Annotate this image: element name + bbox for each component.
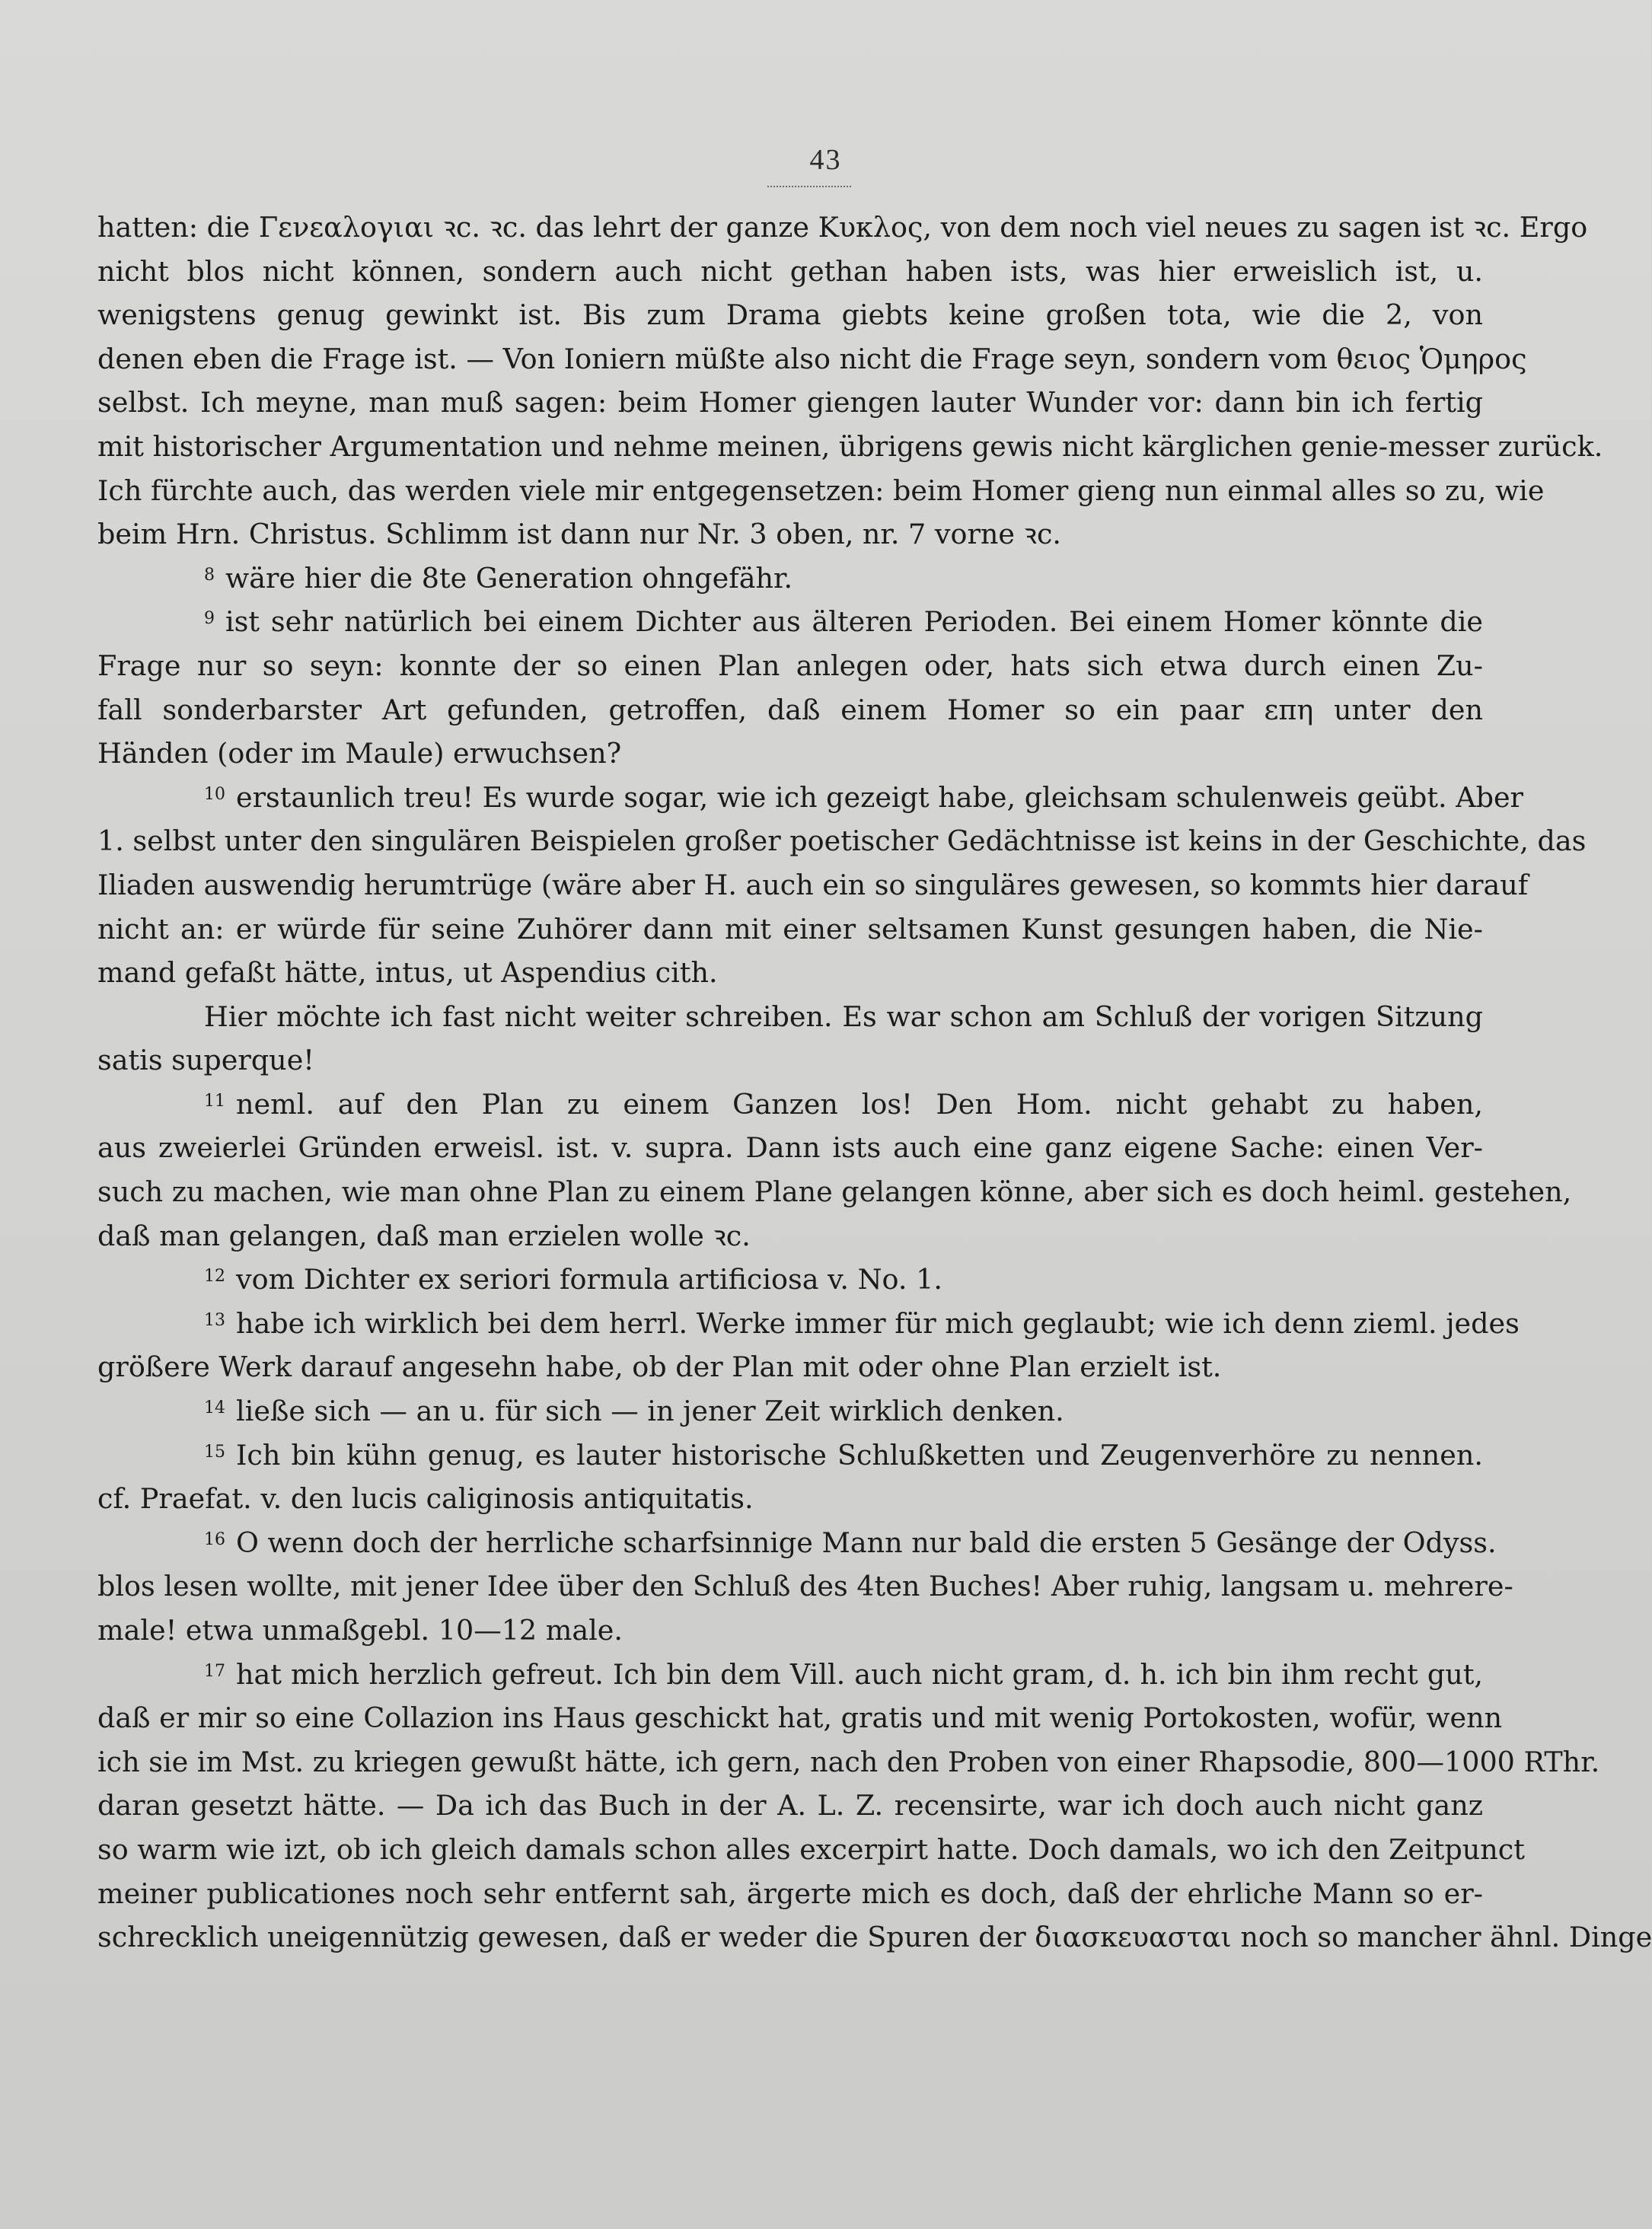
line-text: hat mich herzlich gefreut. Ich bin dem Vill. auch nicht gram, d. h. ich bin ihm recht gut, xyxy=(236,1657,1483,1691)
text-line xyxy=(97,600,1483,644)
text-line xyxy=(97,337,1527,381)
line-text: male! etwa unmaßgebl. 10—12 male. xyxy=(97,1614,623,1647)
text-line xyxy=(97,1609,1483,1653)
line-text: meiner publicationes noch sehr entfernt sah, ärgerte mich es doch, daß der ehrliche Mann so er- xyxy=(97,1877,1483,1910)
page-number-flourish xyxy=(767,186,851,190)
line-text: denen eben die Frage ist. — Von Ioniern müßte also nicht die Frage seyn, sondern vom θειος Ὁμηρος xyxy=(97,342,1527,375)
text-line xyxy=(97,469,1545,513)
line-text: 1. selbst unter den singulären Beispielen großer poetischer Gedächtnisse ist keins in der Geschichte, das xyxy=(97,824,1587,858)
line-text: wäre hier die 8te Generation ohngefähr. xyxy=(225,561,793,595)
text-line xyxy=(97,1433,1483,1478)
text-line xyxy=(97,863,1529,907)
text-line xyxy=(97,556,1483,601)
line-text: erstaunlich treu! Es wurde sogar, wie ich gezeigt habe, gleichsam schulenweis geübt. Aber xyxy=(236,780,1523,814)
text-line xyxy=(97,1038,1483,1083)
text-line xyxy=(97,1740,1600,1784)
footnote-number: 11 xyxy=(204,1091,225,1111)
line-text: habe ich wirklich bei dem herrl. Werke immer für mich geglaubt; wie ich denn zieml. jedes xyxy=(236,1306,1520,1340)
line-text: daß man gelangen, daß man erzielen wolle ꝛc. xyxy=(97,1219,751,1252)
text-line xyxy=(97,381,1483,425)
line-text: so warm wie izt, ob ich gleich damals schon alles excerpirt hatte. Doch damals, wo ich den Zeitpunct xyxy=(97,1832,1525,1866)
line-text: schrecklich uneigennützig gewesen, daß er weder die Spuren der διασκευασται noch so mancher ähnl. Dinge xyxy=(97,1921,1652,1954)
text-line xyxy=(97,1784,1483,1828)
text-line xyxy=(97,1477,1483,1521)
footnote-number: 14 xyxy=(204,1398,225,1418)
text-line xyxy=(97,1170,1572,1214)
text-line xyxy=(97,250,1483,294)
text-line xyxy=(97,512,1483,556)
line-text: Ich fürchte auch, das werden viele mir entgegensetzen: beim Homer gieng nun einmal alles so zu, wie xyxy=(97,474,1545,507)
text-line xyxy=(97,293,1483,337)
footnote-number: 16 xyxy=(204,1529,225,1549)
line-text: O wenn doch der herrliche scharfsinnige Mann nur bald die ersten 5 Gesänge der Odyss. xyxy=(236,1526,1497,1559)
text-line xyxy=(97,1214,1483,1258)
text-line xyxy=(97,1258,1483,1302)
line-text: Frage nur so seyn: konnte der so einen Plan anlegen oder, hats sich etwa durch einen Zu- xyxy=(97,649,1483,682)
page-number: 43 xyxy=(809,144,842,176)
line-text: ließe sich — an u. für sich — in jener Zeit wirklich denken. xyxy=(236,1395,1064,1428)
text-line xyxy=(97,1389,1483,1433)
text-line xyxy=(97,1653,1483,1697)
text-line xyxy=(97,1828,1525,1872)
text-body xyxy=(97,206,1652,1960)
text-line xyxy=(97,819,1587,863)
text-line xyxy=(97,1083,1483,1127)
text-line xyxy=(97,1915,1652,1960)
text-line xyxy=(97,776,1523,820)
footnote-number: 15 xyxy=(204,1442,225,1462)
line-text: Iliaden auswendig herumtrüge (wäre aber H. auch ein so singuläres gewesen, so kommts hier darauf xyxy=(97,868,1529,901)
text-line xyxy=(97,206,1588,250)
footnote-number: 10 xyxy=(204,784,225,804)
line-text: wenigstens genug gewinkt ist. Bis zum Drama giebts keine großen tota, wie die 2, von xyxy=(97,298,1483,332)
text-line xyxy=(97,907,1483,952)
line-text: Ich bin kühn genug, es lauter historische Schlußketten und Zeugenverhöre zu nennen. xyxy=(236,1438,1483,1472)
text-line xyxy=(97,951,1483,995)
footnote-number: 8 xyxy=(204,565,215,585)
line-text: neml. auf den Plan zu einem Ganzen los! Den Hom. nicht gehabt zu haben, xyxy=(236,1087,1483,1121)
text-line xyxy=(97,1521,1497,1565)
text-line xyxy=(97,1126,1483,1170)
line-text: aus zweierlei Gründen erweisl. ist. v. supra. Dann ists auch eine ganz eigene Sache: einen Ver- xyxy=(97,1131,1483,1165)
footnote-number: 12 xyxy=(204,1267,225,1287)
text-line xyxy=(97,1564,1513,1609)
text-line xyxy=(97,1345,1483,1389)
line-text: such zu machen, wie man ohne Plan zu einem Plane gelangen könne, aber sich es doch heiml. gestehen, xyxy=(97,1175,1572,1209)
line-text: nicht blos nicht können, sondern auch nicht gethan haben ists, was hier erweislich ist, u. xyxy=(97,254,1483,288)
footnote-number: 17 xyxy=(204,1661,225,1681)
line-text: fall sonderbarster Art gefunden, getroffen, daß einem Homer so ein paar επη unter den xyxy=(97,693,1483,726)
text-line xyxy=(97,688,1483,732)
footnote-number: 13 xyxy=(204,1310,225,1330)
text-line xyxy=(97,425,1603,469)
line-text: mand gefaßt hätte, intus, ut Aspendius cith. xyxy=(97,956,718,990)
line-text: daß er mir so eine Collazion ins Haus geschickt hat, gratis und mit wenig Portokosten, wofür, wenn xyxy=(97,1701,1503,1735)
footnote-number: 9 xyxy=(204,609,215,629)
text-line xyxy=(97,1302,1520,1346)
line-text: nicht an: er würde für seine Zuhörer dann mit einer seltsamen Kunst gesungen haben, die Nie- xyxy=(97,912,1483,945)
line-text: daran gesetzt hätte. — Da ich das Buch in der A. L. Z. recensirte, war ich doch auch nicht ganz xyxy=(97,1789,1483,1822)
text-line xyxy=(97,644,1483,688)
line-text: cf. Praefat. v. den lucis caliginosis antiquitatis. xyxy=(97,1482,754,1516)
line-text: Händen (oder im Maule) erwuchsen? xyxy=(97,737,622,770)
text-line xyxy=(97,732,1483,776)
line-text: satis superque! xyxy=(97,1044,314,1077)
line-text: beim Hrn. Christus. Schlimm ist dann nur Nr. 3 oben, nr. 7 vorne ꝛc. xyxy=(97,518,1061,551)
line-text: größere Werk darauf angesehn habe, ob der Plan mit oder ohne Plan erzielt ist. xyxy=(97,1350,1222,1384)
line-text: mit historischer Argumentation und nehme meinen, übrigens gewis nicht kärglichen genie-messer zurück. xyxy=(97,429,1603,463)
text-line xyxy=(97,1696,1503,1740)
line-text: vom Dichter ex seriori formula artificiosa v. No. 1. xyxy=(236,1263,942,1296)
line-text: Hier möchte ich fast nicht weiter schreiben. Es war schon am Schluß der vorigen Sitzung xyxy=(204,1000,1483,1033)
line-text: blos lesen wollte, mit jener Idee über den Schluß des 4ten Buches! Aber ruhig, langsam u. mehrere- xyxy=(97,1570,1513,1603)
line-text: selbst. Ich meyne, man muß sagen: beim Homer giengen lauter Wunder vor: dann bin ich fertig xyxy=(97,386,1483,419)
text-line xyxy=(97,995,1483,1039)
line-text: ist sehr natürlich bei einem Dichter aus älteren Perioden. Bei einem Homer könnte die xyxy=(225,605,1483,639)
text-line xyxy=(97,1872,1483,1916)
line-text: ich sie im Mst. zu kriegen gewußt hätte, ich gern, nach den Proben von einer Rhapsodie, 800—1000 RThr. xyxy=(97,1745,1600,1778)
line-text: hatten: die Γενεαλογιαι ꝛc. ꝛc. das lehrt der ganze Κυκλος, von dem noch viel neues zu sagen ist ꝛc. Ergo xyxy=(97,211,1588,244)
